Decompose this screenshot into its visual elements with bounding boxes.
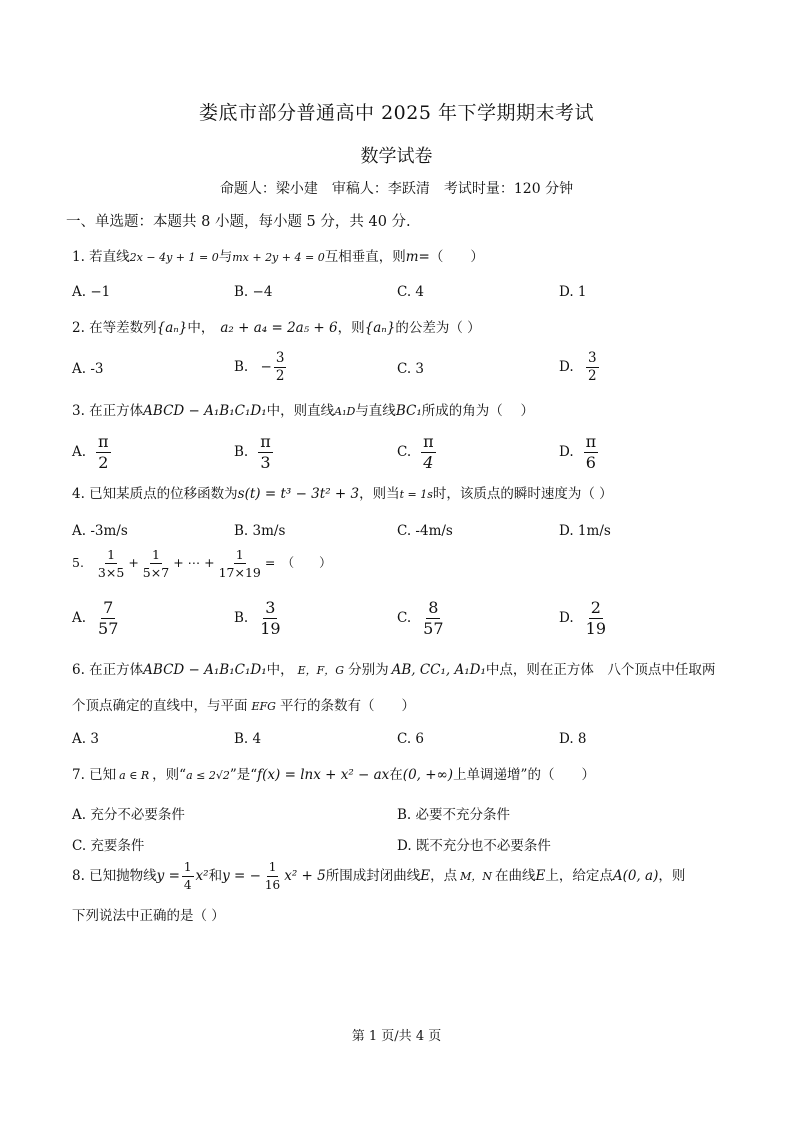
q4-option-b: B. 3m/s — [234, 523, 286, 539]
q2-optb-sign: − — [260, 359, 272, 375]
q6-option-a: A. 3 — [72, 731, 99, 747]
q8-points: M，N — [460, 870, 492, 883]
q3-option-d — [559, 432, 600, 473]
q8-text-g: ，则 — [658, 868, 686, 884]
q3-l1: A₁D — [334, 405, 356, 418]
question-6-line-1 — [72, 660, 715, 681]
q5-frac-3 — [217, 546, 263, 581]
q7-option-a: A. 充分不必要条件 — [72, 807, 185, 823]
q5-optc-num: 8 — [428, 598, 439, 617]
q2-text-a: 2. 在等差数列 — [72, 320, 157, 336]
q6-cube: ABCD − A₁B₁C₁D₁ — [143, 662, 267, 678]
q8-y2-num: 1 — [267, 859, 279, 877]
q5-frac-1 — [96, 546, 126, 581]
q6-text-a: 6. 在正方体 — [72, 662, 144, 678]
question-1 — [72, 247, 484, 268]
q5-opta-num: 7 — [103, 598, 114, 617]
q3-optb-frac — [258, 432, 273, 473]
q5-frac-2 — [141, 546, 171, 581]
q5-opta-frac — [96, 598, 120, 639]
question-6-line-2 — [72, 696, 415, 717]
q8-text-b: 和 — [208, 868, 223, 884]
q6-plane: EFG — [251, 700, 276, 713]
q8-text-c: 所围成封闭曲线 — [325, 868, 421, 884]
q2-optb-label: B. — [234, 359, 249, 375]
exam-meta: 命题人：梁小建 审稿人：李跃清 考试时量：120 分钟 — [219, 181, 574, 197]
q7-text-a: 7. 已知 — [72, 767, 117, 783]
q2-eq: a₂ + a₄ = 2a₅ + 6 — [220, 320, 338, 336]
q3-option-a — [72, 432, 113, 473]
q5-optc-frac — [421, 598, 445, 639]
exam-title: 娄底市部分普通高中 2025 年下学期期末考试 — [199, 102, 594, 124]
q5-optd-frac — [584, 598, 608, 639]
question-7 — [72, 765, 595, 786]
q5-optc-den: 57 — [423, 619, 444, 638]
q6-mids: AB, CC₁, A₁D₁ — [391, 662, 486, 678]
q3-option-c — [397, 432, 438, 473]
q1-var: m — [405, 249, 419, 265]
q5-opta-den: 57 — [98, 619, 119, 638]
section-heading: 一、单选题：本题共 8 小题，每小题 5 分，共 40 分. — [66, 214, 411, 230]
q2-seq2: {aₙ} — [364, 320, 396, 336]
q8-curve: E — [420, 868, 431, 884]
q7-option-c: C. 充要条件 — [72, 838, 145, 854]
q5-optb-label: B. — [234, 610, 249, 626]
q3-optc-frac — [421, 432, 436, 473]
q5-f3-num: 1 — [235, 547, 244, 562]
q8-y2-lhs: y = − — [222, 868, 261, 884]
q3-text-b: 中，则直线 — [266, 403, 335, 419]
q2-seq: {aₙ} — [156, 320, 188, 336]
q1-option-a: A. −1 — [72, 284, 111, 300]
q8-text-e: 在曲线 — [494, 868, 536, 884]
question-8-line-1 — [72, 859, 685, 894]
q7-option-b: B. 必要不充分条件 — [397, 807, 511, 823]
q3-optd-den: 6 — [585, 453, 596, 472]
q1-option-d: D. 1 — [559, 284, 587, 300]
q5-f3-den: 17×19 — [218, 565, 261, 580]
q1-line1: 2x − 4y + 1 = 0 — [129, 251, 219, 264]
q7-text-c: ”是“ — [229, 767, 258, 783]
question-2 — [72, 318, 481, 338]
q8-y1-num: 1 — [182, 859, 194, 877]
q2-text-d: 的公差为（ ） — [395, 320, 481, 336]
q7-ineq: a ≤ 2√2 — [186, 769, 230, 782]
q6-option-c: C. 6 — [397, 731, 425, 747]
q5-option-d — [559, 598, 610, 639]
question-8-line-2: 下列说法中正确的是（ ） — [72, 908, 225, 924]
q2-text-c: ，则 — [337, 320, 365, 336]
q4-option-d: D. 1m/s — [559, 523, 611, 539]
q6-line2-a: 个顶点确定的直线中，与平面 — [72, 698, 248, 714]
q3-optb-num: π — [260, 432, 271, 451]
q3-opta-frac — [96, 432, 111, 473]
q4-text-c: 时，该质点的瞬时速度为（ ） — [432, 486, 613, 502]
q1-text-a: 1. 若直线 — [72, 249, 130, 265]
q2-optb-den: 2 — [275, 368, 285, 384]
q3-optb-den: 3 — [260, 453, 271, 472]
q5-f1-num: 1 — [107, 547, 116, 562]
q8-y1-rhs: x² — [195, 868, 209, 884]
q5-f2-den: 5×7 — [142, 565, 170, 580]
q6-points: E，F，G — [297, 664, 345, 677]
q8-text-a: 8. 已知抛物线 — [72, 868, 157, 884]
q8-y1-lhs: y = — [156, 868, 180, 884]
q3-l2: BC₁ — [395, 403, 422, 419]
q7-cond: a ∈ R — [119, 769, 150, 782]
q2-optb-frac — [274, 350, 287, 385]
q5-opta-label: A. — [72, 610, 87, 626]
q4-text-a: 4. 已知某质点的位移函数为 — [72, 486, 238, 502]
q5-f2-num: 1 — [152, 547, 160, 562]
q5-f1-den: 3×5 — [97, 565, 125, 580]
q6-line2-b: 平行的条数有（ ） — [279, 698, 415, 714]
q5-optb-num: 3 — [265, 598, 276, 617]
q1-option-c: C. 4 — [397, 284, 425, 300]
q2-option-d — [559, 350, 601, 385]
q8-text-d: ，点 — [430, 868, 458, 884]
q1-text-d: =（ ） — [418, 249, 484, 265]
exam-subtitle: 数学试卷 — [360, 146, 433, 167]
q5-label: 5. — [72, 555, 84, 570]
q4-option-a: A. -3m/s — [72, 523, 128, 539]
q3-optc-num: π — [423, 432, 434, 451]
q3-optc-den: 4 — [423, 453, 434, 472]
q8-text-f: 上，给定点 — [545, 868, 613, 884]
q3-opta-den: 2 — [98, 453, 109, 472]
q5-option-a — [72, 598, 122, 639]
q3-text-c: 与直线 — [355, 403, 396, 419]
q8-point: A(0, a) — [612, 868, 659, 884]
q2-option-c: C. 3 — [397, 361, 425, 377]
q3-opta-label: A. — [72, 444, 87, 460]
q1-text-b: 与 — [218, 249, 233, 265]
q5-option-c — [397, 598, 448, 639]
q4-text-b: ，则当 — [359, 486, 400, 502]
q2-optb-num: 3 — [275, 350, 285, 366]
q8-curve2: E — [535, 868, 546, 884]
question-3 — [72, 401, 534, 422]
q1-text-c: 互相垂直，则 — [324, 249, 406, 265]
q3-cube: ABCD − A₁B₁C₁D₁ — [143, 403, 267, 419]
q5-optb-den: 19 — [260, 619, 281, 638]
q2-optd-num: 3 — [587, 350, 597, 366]
q5-optd-num: 2 — [590, 598, 601, 617]
q2-optd-den: 2 — [587, 368, 597, 384]
q3-text-d: 所成的角为（ ） — [421, 403, 535, 419]
q6-text-b: 中， — [266, 662, 294, 678]
q6-option-b: B. 4 — [234, 731, 262, 747]
q6-option-d: D. 8 — [559, 731, 587, 747]
q5-optb-frac — [258, 598, 282, 639]
q6-text-c: 分别为 — [348, 662, 389, 678]
q2-text-b: 中， — [187, 320, 215, 336]
q7-interval: (0, +∞) — [402, 767, 454, 783]
q5-tail: = （ ） — [264, 555, 332, 570]
q3-text-a: 3. 在正方体 — [72, 403, 144, 419]
q3-optd-label: D. — [559, 444, 574, 460]
q5-option-b — [234, 598, 285, 639]
q7-text-e: 上单调递增”的（ ） — [453, 767, 595, 783]
q3-opta-num: π — [98, 432, 109, 451]
q4-option-c: C. -4m/s — [397, 523, 453, 539]
q7-text-b: ，则“ — [152, 767, 187, 783]
q3-optd-frac — [584, 432, 599, 473]
q2-option-a: A. -3 — [72, 361, 104, 377]
q3-optc-label: C. — [397, 444, 412, 460]
q5-optc-label: C. — [397, 610, 412, 626]
q4-tval: t = 1s — [399, 488, 433, 501]
q5-dots: + ⋯ + — [173, 555, 215, 570]
q4-fn: s(t) = t³ − 3t² + 3 — [237, 486, 360, 502]
question-5: 5. $\frac{1}{3\times 5}$ + $\frac{1}{5\times 7}$ + ⋯ + $\frac{1}{17\times 19}$ = （ ） — [72, 547, 332, 580]
q5-optd-label: D. — [559, 610, 574, 626]
q2-optd-label: D. — [559, 359, 574, 375]
q1-line2: mx + 2y + 4 = 0 — [232, 251, 325, 264]
question-4 — [72, 484, 613, 505]
q1-option-b: B. −4 — [234, 284, 273, 300]
q3-option-b — [234, 432, 275, 473]
q5-optd-den: 19 — [585, 619, 606, 638]
q8-y2-den: 16 — [264, 878, 281, 892]
q3-optb-label: B. — [234, 444, 249, 460]
q8-y1-frac — [182, 859, 194, 894]
q8-y2-rhs: x² + 5 — [284, 868, 326, 884]
q3-optd-num: π — [585, 432, 597, 451]
q7-option-d: D. 既不充分也不必要条件 — [397, 838, 551, 854]
q6-text-d: 中点，则在正方体 八个顶点中任取两 — [485, 662, 716, 678]
q7-text-d: 在 — [389, 767, 403, 783]
q2-optd-frac — [586, 350, 599, 385]
q8-y1-den: 4 — [183, 878, 192, 892]
page-footer: 第 1 页/共 4 页 — [351, 1029, 442, 1044]
q7-fn: f(x) = lnx + x² − ax — [257, 767, 390, 783]
q2-option-b — [234, 350, 288, 385]
q8-y2-frac — [263, 859, 282, 894]
